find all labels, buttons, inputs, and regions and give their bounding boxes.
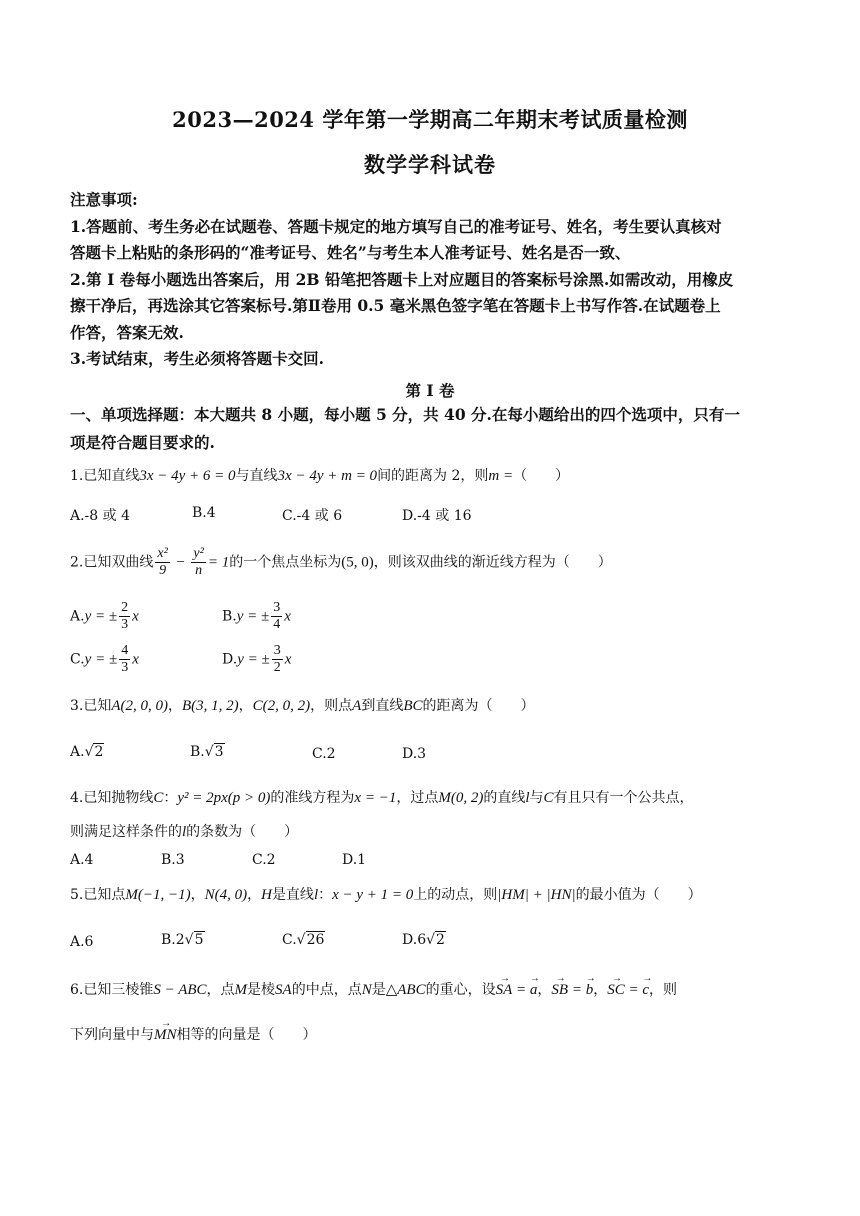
question-2: 2.已知双曲线 $\frac{\text{x²}}{9}$ − $\frac{\text{y²}}{n}$ = 1的一个焦点坐标为(5, 0)，则该双曲线的渐近线方程为（ ）	[70, 546, 612, 578]
option-c: C.-4 或 6	[282, 508, 343, 524]
fraction: $\frac{\text{x²}}{9}$	[157, 546, 168, 578]
volume-heading: 第 I 卷	[405, 381, 455, 400]
question-6-line-2: 下列向量中与→ MN相等的向量是（ ）	[70, 1024, 796, 1046]
option-d: D.3	[402, 746, 427, 762]
math-expr: 3x − 4y + 6 = 0	[139, 468, 236, 484]
question-3: 3.已知A(2, 0, 0)，B(3, 1, 2)，C(2, 0, 2)，则点A到直线BC的距离为（ ）	[70, 698, 535, 714]
option-b: B.2√5	[161, 932, 204, 948]
math-expr: m =	[488, 468, 514, 484]
fraction: $\frac{\text{y²}}{n}$	[193, 546, 204, 578]
question-4: 4.已知抛物线C：y² = 2px(p > 0)的准线方程为x = −1，过点M(0, 2)的直线l与C有且只有一个公共点，	[70, 790, 694, 806]
option-d: D.6√2	[402, 932, 445, 948]
option-c: C.√26	[282, 932, 325, 948]
notes-heading: 注意事项:	[70, 190, 138, 209]
option-d: D.1	[342, 852, 367, 868]
option-a: A.√2	[70, 744, 104, 760]
option-c: C.2	[312, 746, 336, 762]
exam-title: 2023—2024 学年第一学期高二年期末考试质量检测	[172, 107, 688, 132]
question-6: 6.已知三棱锥S − ABC，点M是棱SA的中点，点N是△ABC的重心，设→ SA = → a，→ SB = → b，→ SC = → c，则	[70, 979, 796, 1001]
section-line: 一、单项选择题：本大题共 8 小题，每小题 5 分，共 40 分.在每小题给出的四个选项中，只有一	[70, 405, 740, 424]
notes-line: 答题卡上粘贴的条形码的“准考证号、姓名”与考生本人准考证号、姓名是否一致、	[70, 243, 631, 262]
option-b: B.√3	[190, 744, 224, 760]
option-a: A.-8 或 4	[70, 508, 131, 524]
option-d: D.-4 或 16	[402, 508, 472, 524]
question-4-line-2: 则满足这样条件的l的条数为（ ）	[70, 824, 299, 840]
section-heading	[70, 401, 796, 457]
question-1: 1.已知直线3x − 4y + 6 = 0与直线3x − 4y + m = 0间的距离为 2，则m =（ ）	[70, 468, 570, 484]
notes-block	[70, 187, 796, 373]
option-b: B.4	[192, 505, 216, 521]
notes-line: 2.第 I 卷每小题选出答案后，用 2B 铅笔把答题卡上对应题目的答案标号涂黑.如需改动，用橡皮	[70, 269, 734, 289]
option-a: A.6	[70, 934, 94, 950]
math-expr: 3x − 4y + m = 0	[277, 468, 378, 484]
option-c: C.y = ± $\frac{4}{3}$ x	[70, 643, 139, 675]
math-expr: (5, 0)	[341, 554, 374, 571]
option-a: A.y = ± $\frac{2}{3}$ x	[70, 600, 139, 632]
option-b: B.3	[161, 852, 185, 868]
option-b: B.y = ± $\frac{3}{4}$ x	[222, 600, 291, 632]
option-a: A.4	[70, 852, 94, 868]
notes-line: 擦干净后，再选涂其它答案标号.第Ⅱ卷用 0.5 毫米黑色签字笔在答题卡上书写作答.在试题卷上	[70, 296, 721, 315]
question-5: 5.已知点M(−1, −1)，N(4, 0)，H是直线l：x − y + 1 = 0上的动点，则|HM| + |HN|的最小值为（ ）	[70, 887, 702, 903]
option-c: C.2	[252, 852, 276, 868]
notes-line: 1.答题前、考生务必在试题卷、答题卡规定的地方填写自己的准考证号、姓名，考生要认真核对	[70, 216, 722, 236]
option-d: D.y = ± $\frac{3}{2}$ x	[222, 643, 292, 675]
section-line: 项是符合题目要求的.	[70, 433, 215, 452]
notes-line: 作答，答案无效.	[70, 322, 184, 342]
exam-subtitle: 数学学科试卷	[364, 152, 496, 177]
notes-line: 3.考试结束，考生必须将答题卡交回.	[70, 349, 325, 368]
